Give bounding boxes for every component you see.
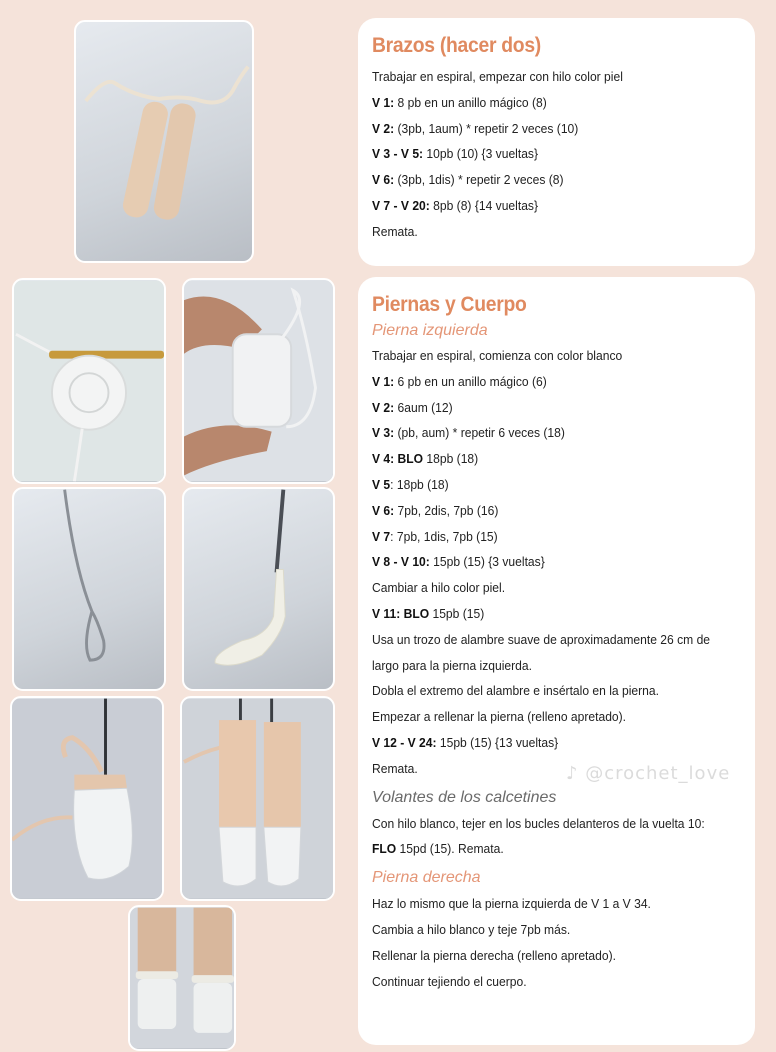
instruction-line: Haz lo mismo que la pierna izquierda de V 1 a V 34.	[372, 896, 651, 912]
wire-loop-photo	[12, 487, 166, 691]
two-legs-illustration	[182, 698, 333, 899]
right-leg-subtitle: Pierna derecha	[372, 869, 481, 887]
instruction-line: V 3: (pb, aum) * repetir 6 veces (18)	[372, 425, 565, 441]
arms-title: Brazos (hacer dos)	[372, 34, 541, 57]
instruction-line: V 7 - V 20: 8pb (8) {14 vueltas}	[372, 197, 539, 213]
instruction-line: Remata.	[372, 760, 418, 776]
instruction-line: Usa un trozo de alambre suave de aproximadamente 26 cm de	[372, 631, 711, 647]
wire-wrapped-illustration	[184, 489, 333, 689]
legs-closeup-illustration	[130, 907, 234, 1049]
instruction-line: Remata.	[372, 223, 418, 239]
instruction-line: Cambiar a hilo color piel.	[372, 580, 506, 596]
watermark: ♪ @crochet_love	[566, 763, 731, 784]
instruction-line: Rellenar la pierna derecha (relleno apretado).	[372, 947, 616, 963]
leg-in-progress-photo	[10, 696, 164, 901]
arms-instructions	[372, 64, 741, 245]
magic-ring-illustration	[14, 280, 164, 482]
instruction-line: V 8 - V 10: 15pb (15) {3 vueltas}	[372, 554, 545, 570]
legs-card	[358, 277, 755, 1045]
foot-cup-illustration	[184, 280, 333, 482]
magic-ring-photo	[12, 278, 166, 484]
instruction-line: V 6: (3pb, 1dis) * repetir 2 veces (8)	[372, 172, 564, 188]
instruction-line: V 12 - V 24: 15pb (15) {13 vueltas}	[372, 734, 559, 750]
instruction-line: Con hilo blanco, tejer en los bucles delanteros de la vuelta 10:	[372, 815, 705, 831]
instruction-line: Empezar a rellenar la pierna (relleno apretado).	[372, 709, 627, 725]
instruction-line: V 3 - V 5: 10pb (10) {3 vueltas}	[372, 146, 539, 162]
two-legs-photo	[180, 696, 335, 901]
left-leg-instructions	[372, 343, 741, 782]
instruction-line: V 6: 7pb, 2dis, 7pb (16)	[372, 502, 499, 518]
instruction-line: V 2: 6aum (12)	[372, 399, 453, 415]
wire-wrapped-photo	[182, 487, 335, 691]
instruction-line: largo para la pierna izquierda.	[372, 657, 532, 673]
instruction-line: V 1: 8 pb en un anillo mágico (8)	[372, 94, 547, 110]
instruction-line: V 1: 6 pb en un anillo mágico (6)	[372, 373, 547, 389]
left-leg-subtitle: Pierna izquierda	[372, 322, 488, 339]
instruction-line: V 5: 18pb (18)	[372, 476, 449, 492]
instruction-line: Trabajar en espiral, empezar con hilo color piel	[372, 69, 623, 84]
instruction-line: V 7: 7pb, 1dis, 7pb (15)	[372, 528, 498, 544]
socks-subtitle: Volantes de los calcetines	[372, 788, 557, 806]
legs-closeup-photo	[128, 905, 236, 1051]
instruction-line: V 4: BLO 18pb (18)	[372, 451, 479, 467]
instruction-line: V 11: BLO 15pb (15)	[372, 605, 485, 621]
instruction-line: Dobla el extremo del alambre e insértalo en la pierna.	[372, 683, 659, 699]
arms-card	[358, 18, 755, 266]
wire-loop-illustration	[14, 489, 164, 689]
instruction-line: V 2: (3pb, 1aum) * repetir 2 veces (10)	[372, 120, 579, 136]
instruction-line: FLO 15pd (15). Remata.	[372, 841, 504, 857]
arms-illustration	[76, 22, 252, 261]
instruction-line: Continuar tejiendo el cuerpo.	[372, 973, 527, 989]
socks-instructions	[372, 811, 741, 863]
instruction-line: Trabajar en espiral, comienza con color blanco	[372, 348, 623, 363]
legs-title: Piernas y Cuerpo	[372, 293, 527, 316]
foot-cup-photo	[182, 278, 335, 484]
right-leg-instructions	[372, 891, 741, 994]
arms-photo	[74, 20, 254, 263]
leg-in-progress-illustration	[12, 698, 162, 899]
instruction-line: Cambia a hilo blanco y teje 7pb más.	[372, 921, 571, 937]
